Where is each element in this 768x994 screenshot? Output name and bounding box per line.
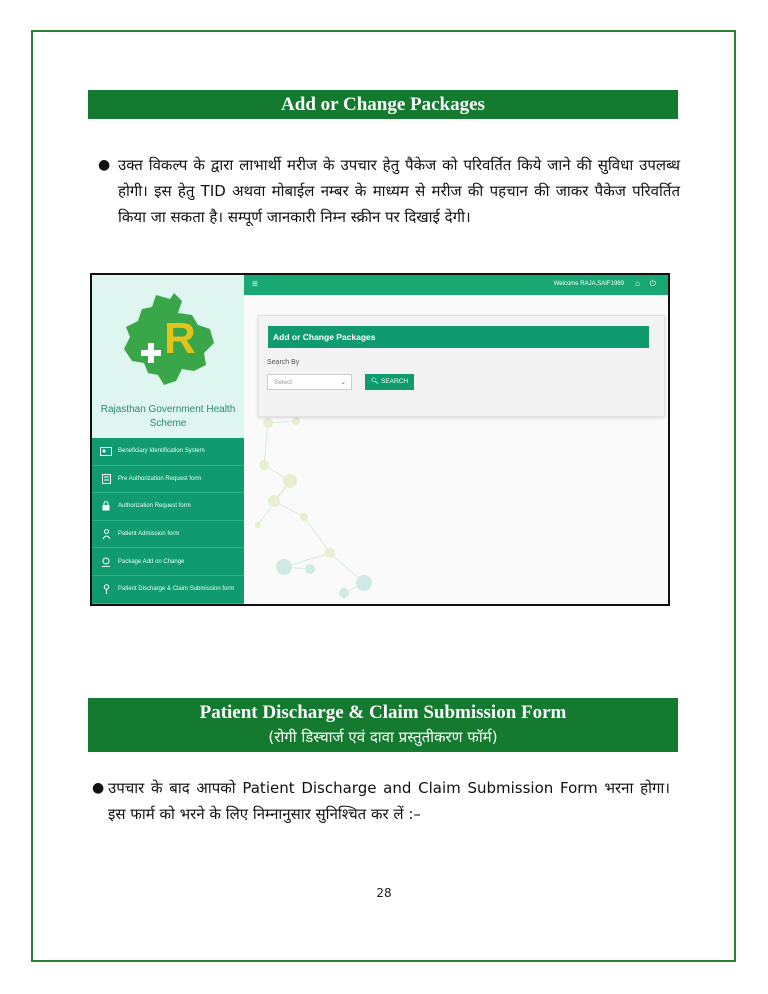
search-button[interactable] [365, 374, 414, 390]
page-number: 28 [376, 886, 392, 900]
application-screenshot [90, 273, 670, 606]
search-button-label: SEARCH [380, 378, 409, 385]
main-content [244, 295, 668, 604]
hamburger-menu-icon[interactable]: ≡ [252, 279, 258, 290]
select-value: Select [274, 379, 293, 386]
sidebar-item-pre-authorization[interactable] [92, 466, 244, 494]
sidebar [92, 275, 244, 604]
svg-text:R: R [164, 314, 196, 363]
sidebar-item-label: Patient Discharge & Claim Submission form [118, 586, 235, 593]
section-title: Patient Discharge & Claim Submission Form [199, 702, 567, 723]
top-bar [244, 275, 668, 295]
org-name: Rajasthan Government Health Scheme [100, 404, 236, 429]
welcome-text: Welcome RAJA,SAIF1989 [553, 281, 624, 287]
sidebar-item-package-add-on-change[interactable] [92, 548, 244, 576]
bullet-icon: ● [92, 780, 105, 796]
chevron-down-icon: ⌄ [340, 379, 346, 386]
patient-icon [100, 529, 112, 539]
form-icon [100, 474, 112, 484]
card-title: Add or Change Packages [268, 326, 649, 348]
sidebar-item-label: Patient Admission form [118, 531, 180, 538]
search-icon: 🔍︎ [370, 378, 380, 385]
search-by-select[interactable] [267, 374, 352, 390]
sidebar-item-label: Authorization Request form [118, 503, 191, 510]
sidebar-item-label: Package Add on Change [118, 558, 185, 565]
home-icon[interactable]: ⌂ [635, 279, 640, 288]
search-by-label: Search By [267, 359, 300, 366]
sidebar-item-patient-discharge[interactable] [92, 576, 244, 604]
section-title-patient-discharge [88, 698, 678, 752]
bullet-icon: ● [98, 157, 111, 173]
paragraph-patient-discharge [92, 775, 670, 827]
discharge-icon [100, 584, 112, 594]
sidebar-header [92, 275, 244, 438]
search-card [258, 315, 665, 417]
id-card-icon [100, 446, 112, 456]
sidebar-item-authorization-request[interactable] [92, 493, 244, 521]
paragraph-text: उक्त विकल्प के द्वारा लाभार्थी मरीज के उपचार हेतु पैकेज को परिवर्तित किये जाने की सुविधा उपलब्ध होगी। इस हेतु TID अथवा मोबाईल नम्बर के माध्यम से मरीज की पहचान की जाकर पैकेज परिवर्तित किया जा सकता है। सम्पूर्ण जानकारी निम्न स्क्रीन पर दिखाई देगी। [118, 156, 680, 226]
package-icon [100, 557, 112, 567]
sidebar-item-label: Pre Authorization Request form [118, 475, 202, 482]
sidebar-item-beneficiary-identification[interactable] [92, 438, 244, 466]
paragraph-add-change-packages [98, 152, 680, 230]
sidebar-menu [92, 438, 244, 604]
sidebar-item-patient-admission[interactable] [92, 521, 244, 549]
paragraph-text: उपचार के बाद आपको Patient Discharge and Claim Submission Form भरना होगा। इस फार्म को भरने के लिए निम्नानुसार सुनिश्चित कर लें :– [108, 779, 670, 823]
lock-icon [100, 501, 112, 511]
section-subtitle: (रोगी डिस्चार्ज एवं दावा प्रस्तुतीकरण फॉर्म) [268, 728, 498, 746]
rajasthan-map-logo-icon [118, 291, 218, 387]
power-icon[interactable]: ⏻ [649, 279, 656, 288]
sidebar-item-label: Beneficiary Identification System [118, 448, 205, 455]
section-title-add-change-packages: Add or Change Packages [88, 90, 678, 119]
